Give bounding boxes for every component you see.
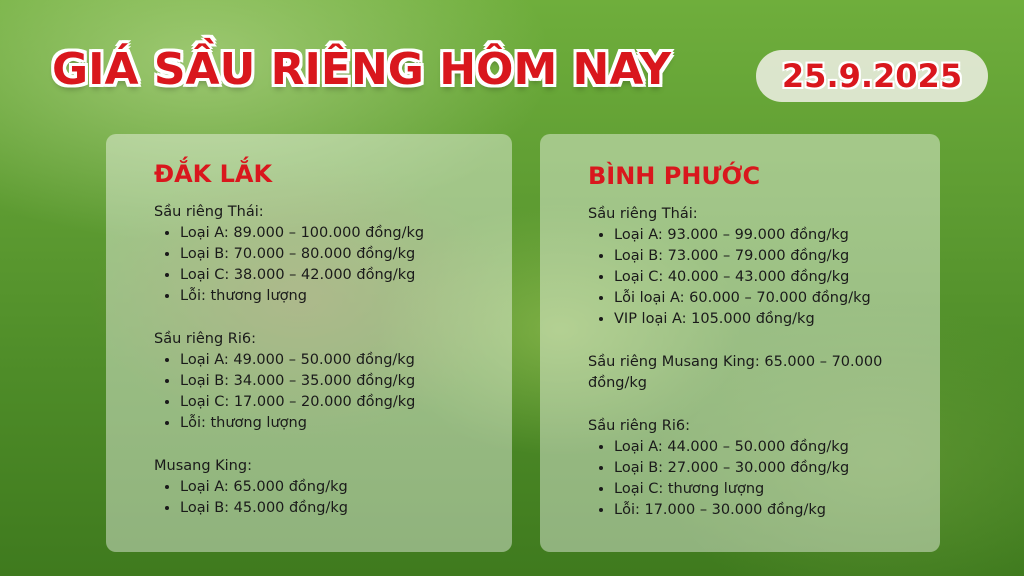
binh-phuoc-panel — [540, 134, 940, 552]
price-item: • Lỗi: 17.000 – 30.000 đồng/kg — [614, 500, 926, 521]
region-title-dak-lak: ĐẮK LẮK — [154, 160, 273, 188]
price-item: • Loại C: 40.000 – 43.000 đồng/kg — [614, 267, 926, 288]
variety-name: Sầu riêng Thái: — [588, 206, 698, 222]
price-item: • Loại A: 65.000 đồng/kg — [180, 477, 498, 498]
musang-king-price: Sầu riêng Musang King: 65.000 – 70.000 đồng/kg — [588, 354, 883, 391]
price-item: • Loại A: 49.000 – 50.000 đồng/kg — [180, 350, 498, 371]
price-item: • Loại C: 38.000 – 42.000 đồng/kg — [180, 265, 498, 286]
price-item: • Loại A: 44.000 – 50.000 đồng/kg — [614, 437, 926, 458]
date-text: 25.9.2025 — [781, 57, 963, 95]
price-list — [588, 225, 926, 330]
price-list — [154, 350, 498, 434]
variety-name: Musang King: — [154, 458, 252, 474]
price-item: • Loại B: 70.000 – 80.000 đồng/kg — [180, 244, 498, 265]
dak-lak-panel — [106, 134, 512, 552]
price-item: • Loại C: thương lượng — [614, 479, 926, 500]
price-list — [154, 477, 498, 519]
variety-name: Sầu riêng Ri6: — [154, 331, 257, 347]
price-list — [154, 223, 498, 307]
price-item: • Loại B: 45.000 đồng/kg — [180, 498, 498, 519]
region-title-binh-phuoc: BÌNH PHƯỚC — [588, 162, 761, 190]
price-item: • Lỗi: thương lượng — [180, 286, 498, 307]
price-item: • VIP loại A: 105.000 đồng/kg — [614, 309, 926, 330]
price-list — [588, 437, 926, 521]
price-item: • Loại B: 27.000 – 30.000 đồng/kg — [614, 458, 926, 479]
price-item: • Lỗi: thương lượng — [180, 413, 498, 434]
page-title: GIÁ SẦU RIÊNG HÔM NAY — [52, 44, 672, 95]
date-badge — [756, 50, 988, 102]
price-item: • Loại B: 73.000 – 79.000 đồng/kg — [614, 246, 926, 267]
variety-name: Sầu riêng Ri6: — [588, 418, 691, 434]
page-title-wrap — [52, 44, 671, 95]
price-item: • Lỗi loại A: 60.000 – 70.000 đồng/kg — [614, 288, 926, 309]
price-item: • Loại B: 34.000 – 35.000 đồng/kg — [180, 371, 498, 392]
price-item: • Loại A: 89.000 – 100.000 đồng/kg — [180, 223, 498, 244]
price-item: • Loại A: 93.000 – 99.000 đồng/kg — [614, 225, 926, 246]
variety-name: Sầu riêng Thái: — [154, 204, 264, 220]
price-item: • Loại C: 17.000 – 20.000 đồng/kg — [180, 392, 498, 413]
